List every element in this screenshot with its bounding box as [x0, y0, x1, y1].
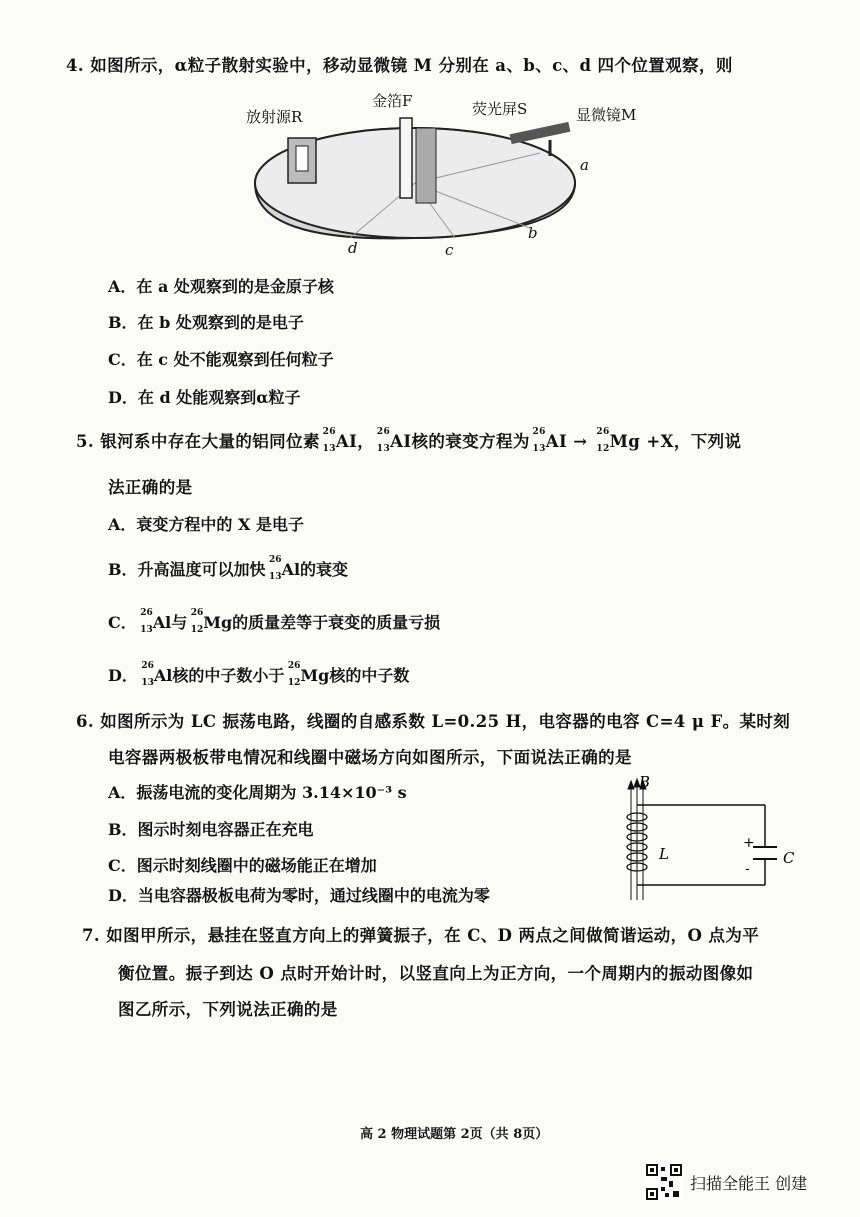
label-source: 放射源R	[246, 108, 303, 126]
q7-line1: 7. 如图甲所示，悬挂在竖直方向上的弹簧振子，在 C、D 两点之间做简谐运动，O 点为平	[82, 926, 760, 945]
label-microscope: 显微镜M	[576, 106, 637, 124]
q4-option-c: C．在 c 处不能观察到任何粒子	[108, 350, 334, 369]
label-minus: -	[745, 861, 750, 877]
label-L: L	[659, 845, 669, 863]
label-d: d	[348, 239, 358, 257]
label-C: C	[783, 849, 795, 867]
qr-code-icon	[645, 1163, 683, 1201]
lc-circuit-figure	[615, 775, 795, 905]
q6-option-d: D．当电容器极板电荷为零时，通过线圈中的电流为零	[108, 886, 490, 905]
label-foil: 金箔F	[372, 92, 413, 110]
q5-stem-line2: 法正确的是	[108, 478, 193, 497]
label-screen: 荧光屏S	[472, 100, 528, 118]
q5-option-a: A．衰变方程中的 X 是电子	[108, 515, 304, 534]
q5-stem-line1: 5. 银河系中存在大量的铝同位素 26 13 AI， 26 13 AI核的衰变方程为 26 13 AI → 26 12 Mg +X，下列说	[76, 427, 742, 454]
q4-option-a: A．在 a 处观察到的是金原子核	[108, 277, 334, 296]
q6-option-a: A．振荡电流的变化周期为 3.14×10⁻³ s	[108, 783, 407, 802]
label-c: c	[445, 241, 454, 259]
q6-option-c: C．图示时刻线圈中的磁场能正在增加	[108, 856, 377, 875]
q7-line3: 图乙所示，下列说法正确的是	[118, 1000, 338, 1019]
q6-stem-line2: 电容器两极板带电情况和线圈中磁场方向如图所示，下面说法正确的是	[108, 748, 632, 767]
q5-option-d: D． 26 13 Al核的中子数小于 26 12 Mg核的中子数	[108, 661, 410, 688]
q5-option-b: B．升高温度可以加快 26 13 Al的衰变	[108, 555, 349, 582]
alpha-scattering-figure	[240, 88, 640, 268]
page-footer: 高 2 物理试题第 2页（共 8页）	[360, 1127, 549, 1142]
scanner-watermark: 扫描全能王 创建	[690, 1174, 808, 1193]
label-b: b	[528, 224, 538, 242]
label-plus: +	[743, 835, 755, 851]
q6-option-b: B．图示时刻电容器正在充电	[108, 820, 314, 839]
q6-stem-line1: 6. 如图所示为 LC 振荡电路，线圈的自感系数 L=0.25 H，电容器的电容 C=4 μ F。某时刻	[76, 712, 791, 731]
q7-line2: 衡位置。振子到达 O 点时开始计时，以竖直向上为正方向，一个周期内的振动图像如	[118, 964, 754, 983]
q4-option-d: D．在 d 处能观察到α粒子	[108, 388, 301, 407]
q4-option-b: B．在 b 处观察到的是电子	[108, 313, 304, 332]
q4-stem: 4. 如图所示，α粒子散射实验中，移动显微镜 M 分别在 a、b、c、d 四个位置观察，则	[66, 56, 733, 75]
label-a: a	[580, 156, 589, 174]
q5-option-c: C． 26 13 Al与 26 12 Mg的质量差等于衰变的质量亏损	[108, 608, 441, 635]
label-B: B	[639, 775, 651, 791]
